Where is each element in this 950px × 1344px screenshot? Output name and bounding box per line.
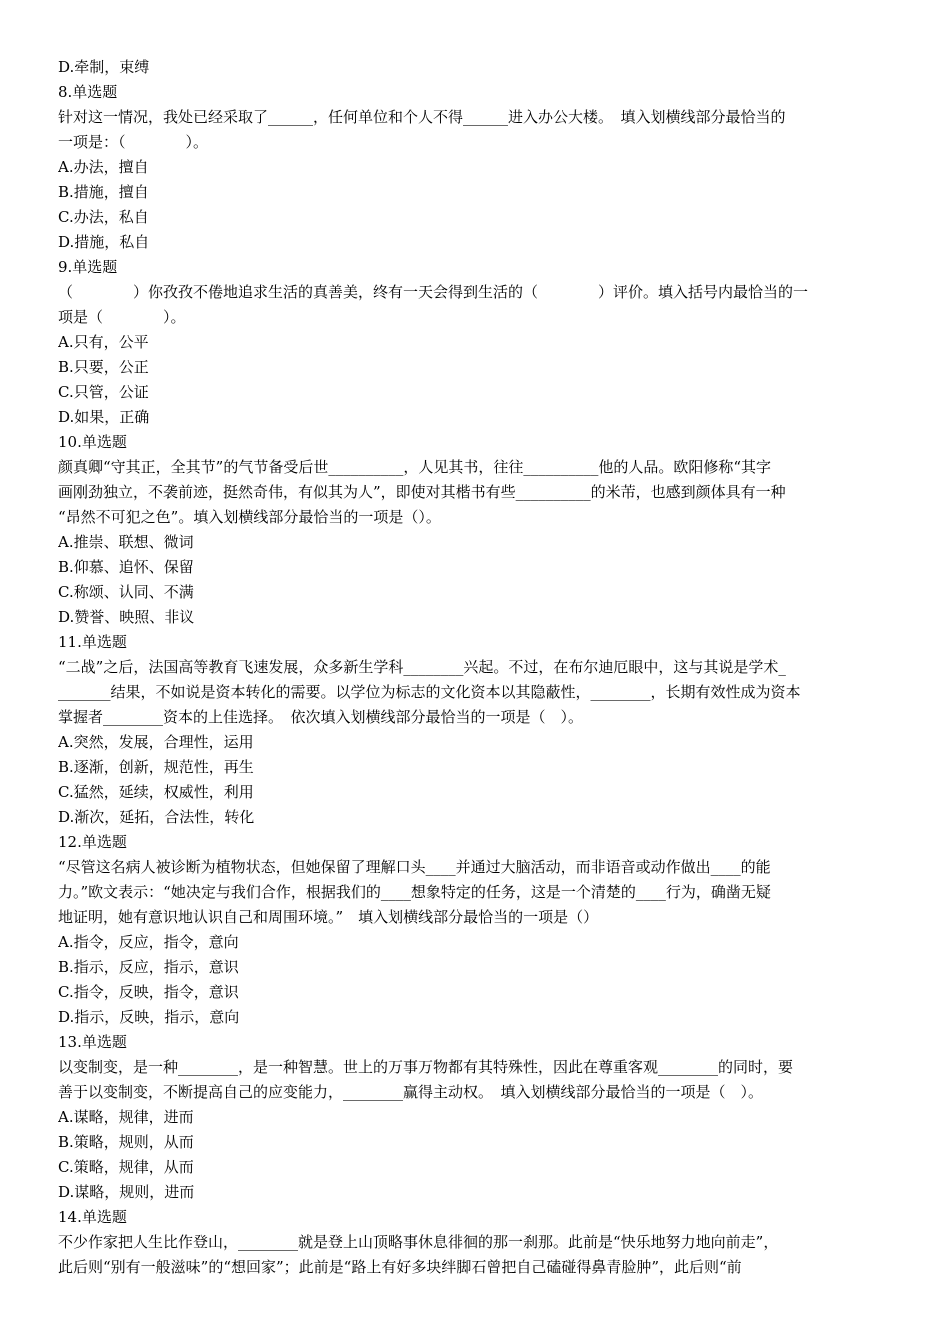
question-stem-line: 掌握者________资本的上佳选择。 依次填入划横线部分最恰当的一项是（ ）。 — [58, 708, 584, 726]
option-line: B.指示，反应，指示，意识 — [58, 958, 239, 976]
document-body — [58, 55, 892, 1280]
option-line: C.称颂、认同、不满 — [58, 583, 194, 601]
option-line: A.指令，反应，指令，意向 — [58, 933, 239, 951]
option-line: B.逐渐，创新，规范性，再生 — [58, 758, 254, 776]
question-stem-line: （ ）你孜孜不倦地追求生活的真善美，终有一天会得到生活的（ ）评价。填入括号内最恰当的一 — [58, 283, 809, 301]
question-stem-line: 一项是：（ ）。 — [58, 133, 209, 151]
question-heading: 14.单选题 — [58, 1208, 127, 1226]
question-heading: 13.单选题 — [58, 1033, 127, 1051]
option-line: D.赞誉、映照、非议 — [58, 608, 195, 626]
option-line: A.只有，公平 — [58, 333, 149, 351]
question-stem-line: 地证明，她有意识地认识自己和周围环境。” 填入划横线部分最恰当的一项是（） — [58, 908, 599, 926]
question-heading: 12.单选题 — [58, 833, 127, 851]
option-line: A.突然，发展，合理性，运用 — [58, 733, 254, 751]
question-heading: 10.单选题 — [58, 433, 127, 451]
option-line: B.策略，规则，从而 — [58, 1133, 194, 1151]
question-stem-line: “尽管这名病人被诊断为植物状态，但她保留了理解口头____并通过大脑活动，而非语音或动作做出____的能 — [58, 858, 771, 876]
question-stem-line: 善于以变制变，不断提高自己的应变能力，________赢得主动权。 填入划横线部分最恰当的一项是（ ）。 — [58, 1083, 764, 1101]
option-line: A.办法，擅自 — [58, 158, 149, 176]
option-line: B.措施，擅自 — [58, 183, 149, 201]
option-line: C.猛然，延续，权威性，利用 — [58, 783, 254, 801]
question-stem-line: 不少作家把人生比作登山，________就是登上山顶略事休息徘徊的那一刹那。此前是“快乐地努力地向前走”， — [58, 1233, 779, 1251]
option-line: A.推崇、联想、微词 — [58, 533, 194, 551]
option-line: D.渐次，延拓，合法性，转化 — [58, 808, 255, 826]
option-line: B.仰慕、追怀、保留 — [58, 558, 194, 576]
option-line: C.指令，反映，指令，意识 — [58, 983, 239, 1001]
question-stem-line: “二战”之后，法国高等教育飞速发展，众多新生学科________兴起。不过，在布尔迪厄眼中，这与其说是学术_ — [58, 658, 786, 676]
question-heading: 11.单选题 — [58, 633, 127, 651]
question-stem-line: 力。”欧文表示：“她决定与我们合作，根据我们的____想象特定的任务，这是一个清楚的____行为，确凿无疑 — [58, 883, 771, 901]
question-stem-line: 此后则“别有一般滋味”的“想回家”；此前是“路上有好多块绊脚石曾把自己磕碰得鼻青脸肿”，此后则“前 — [58, 1258, 742, 1276]
question-stem-line: 针对这一情况，我处已经采取了______，任何单位和个人不得______进入办公大楼。 填入划横线部分最恰当的 — [58, 108, 786, 126]
option-line: D.措施，私自 — [58, 233, 150, 251]
option-line: A.谋略，规律，进而 — [58, 1108, 194, 1126]
option-line: C.只管，公证 — [58, 383, 149, 401]
question-heading: 9.单选题 — [58, 258, 118, 276]
question-stem-line: 以变制变，是一种________，是一种智慧。世上的万事万物都有其特殊性，因此在尊重客观________的同时，要 — [58, 1058, 794, 1076]
question-stem-line: 颜真卿“守其正，全其节”的气节备受后世__________，人见其书，往往__________他的人品。欧阳修称“其字 — [58, 458, 772, 476]
option-line: B.只要，公正 — [58, 358, 149, 376]
option-line: C.策略，规律，从而 — [58, 1158, 194, 1176]
question-heading: 8.单选题 — [58, 83, 118, 101]
question-stem-line: _______结果，不如说是资本转化的需要。以学位为标志的文化资本以其隐蔽性，________，长期有效性成为资本 — [58, 683, 801, 701]
option-line: C.办法，私自 — [58, 208, 149, 226]
option-line: D.指示，反映，指示，意向 — [58, 1008, 240, 1026]
question-stem-line: 项是（ ）。 — [58, 308, 186, 326]
option-line: D.谋略，规则，进而 — [58, 1183, 195, 1201]
option-line: D.如果，正确 — [58, 408, 150, 426]
question-stem-line: 画刚劲独立，不袭前迹，挺然奇伟，有似其为人”，即使对其楷书有些__________的米芾，也感到颜体具有一种 — [58, 483, 786, 501]
question-stem-line: “昂然不可犯之色”。填入划横线部分最恰当的一项是（）。 — [58, 508, 441, 526]
option-line: D.牵制，束缚 — [58, 58, 150, 76]
